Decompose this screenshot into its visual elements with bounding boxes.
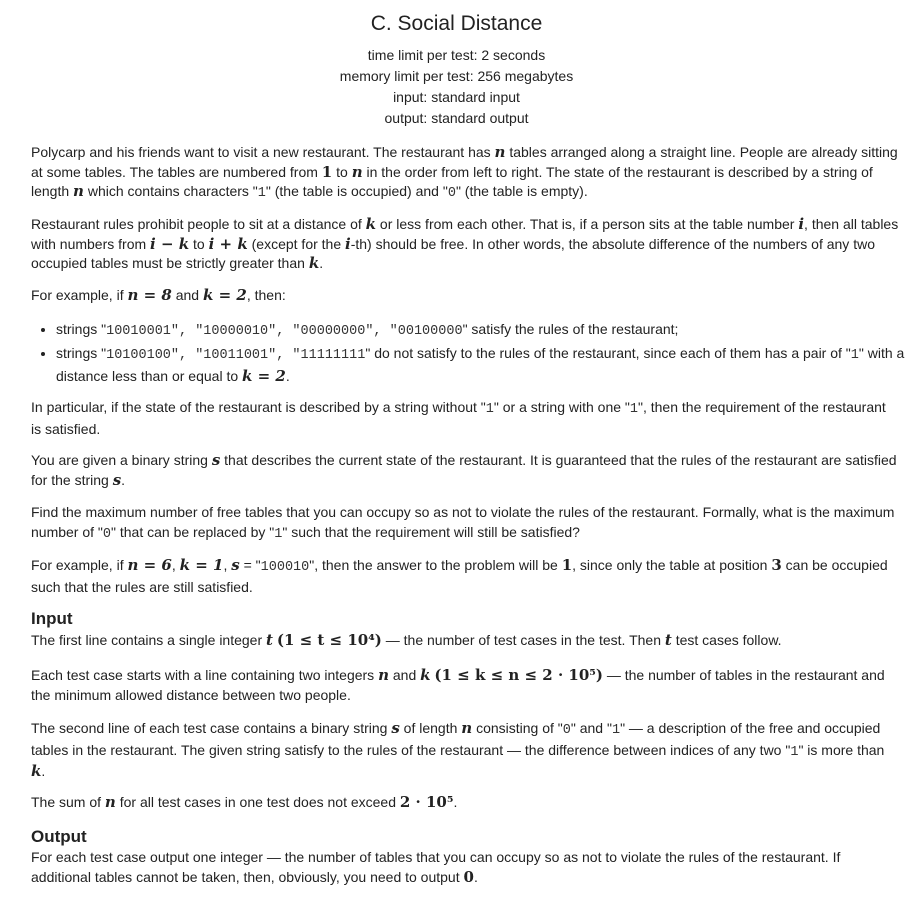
output-heading: Output: [31, 827, 87, 846]
statement-paragraph-7: For example, if n = 6, k = 1, s = "100010", then the answer to the problem will be 1, since only the table at position 3 can be occupied such that the rules are still satisfied.: [31, 556, 888, 595]
output-paragraph: For each test case output one integer — the number of tables that you can occupy so as not to violate the rules of the restaurant. If additional tables cannot be taken, then, obviously, you need to output 0.: [31, 849, 841, 886]
statement-paragraph-5: You are given a binary string s that describes the current state of the restaurant. It is guaranteed that the rules of the restaurant are satisfied for the string s.: [31, 451, 897, 489]
memory-limit: memory limit per test: 256 megabytes: [339, 68, 574, 84]
input-paragraph-1: The first line contains a single integer t (1 ≤ t ≤ 10⁴) — the number of test cases in the test. Then t test cases follow.: [31, 631, 782, 649]
statement-paragraph-2: Restaurant rules prohibit people to sit at a distance of k or less from each other. That is, if a person sits at the table number i, then all tables with numbers from i − k to i + k (except for the i-th) should be free. In other words, the absolute difference of the numbers of any two occupied tables must be strictly greater than k.: [31, 215, 899, 272]
list-item: • strings "10010001", "10000010", "00000000", "00100000" satisfy the rules of the restaurant;: [56, 319, 913, 342]
statement-paragraph-1: Polycarp and his friends want to visit a new restaurant. The restaurant has n tables arranged along a straight line. People are already sitting at some tables. The tables are numbered from 1 to n in the order from left to right. The state of the restaurant is described by a string of length n which contains characters "1" (the table is occupied) and "0" (the table is empty).: [31, 143, 898, 201]
list-item: • strings "10100100", "10011001", "11111111" do not satisfy to the rules of the restaurant, since each of them has a pair of "1" with a distance less than or equal to k = 2.: [56, 343, 913, 387]
input-heading: Input: [31, 609, 73, 628]
input-paragraph-4: The sum of n for all test cases in one test does not exceed 2 · 10⁵.: [31, 793, 458, 811]
statement-paragraph-3: For example, if n = 8 and k = 2, then:: [31, 286, 286, 304]
time-limit: time limit per test: 2 seconds: [367, 47, 546, 63]
statement-paragraph-6: Find the maximum number of free tables that you can occupy so as not to violate the rules of the restaurant. Formally, what is the maximum number of "0" that can be replaced by "1" such that the requirement will still be satisfied?: [31, 504, 895, 542]
output-spec: output: standard output: [384, 110, 529, 126]
example-list: [31, 319, 913, 388]
input-paragraph-3: The second line of each test case contains a binary string s of length n consisting of "0" and "1" — a description of the free and occupied tables in the restaurant. The given string satisfy to the rules of the restaurant — the difference between indices of any two "1" is more than k.: [31, 719, 885, 780]
problem-limits: [0, 45, 913, 129]
problem-title: C. Social Distance: [370, 12, 543, 35]
statement-paragraph-4: In particular, if the state of the restaurant is described by a string without "1" or a string with one "1", then the requirement of the restaurant is satisfied.: [31, 399, 886, 437]
input-paragraph-2: Each test case starts with a line containing two integers n and k (1 ≤ k ≤ n ≤ 2 · 10⁵) — the number of tables in the restaurant and the minimum allowed distance between two people.: [31, 666, 885, 703]
input-spec: input: standard input: [393, 89, 520, 105]
